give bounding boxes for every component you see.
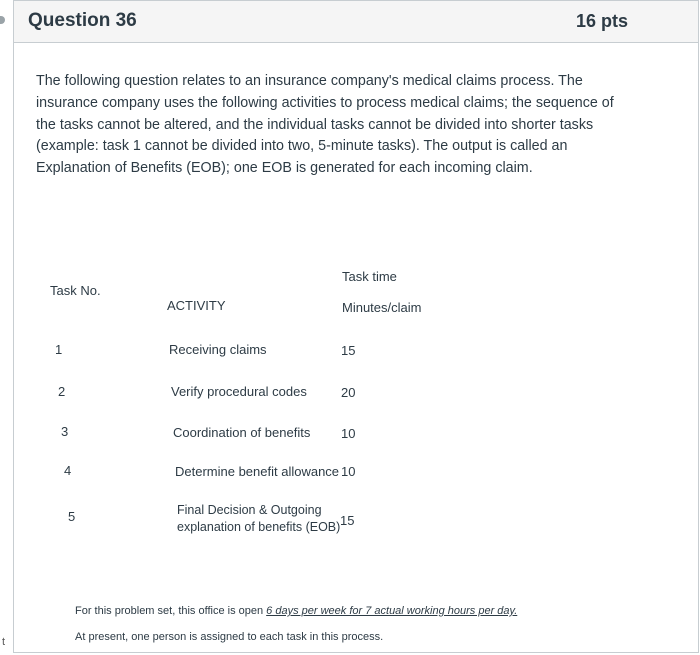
row-4-activity: Determine benefit allowance [175,464,340,479]
row-3-task-no: 3 [61,424,69,439]
footer-line-staffing: At present, one person is assigned to each task in this process. [75,631,384,643]
header-activity: ACTIVITY [167,298,226,313]
row-4-task-no: 4 [64,463,72,478]
row-3-time: 10 [341,426,356,441]
row-5-task-no: 5 [68,509,76,524]
edge-glyph: t [2,636,6,648]
row-3-activity: Coordination of benefits [173,425,311,440]
header-task-no: Task No. [50,283,101,298]
row-2-task-no: 2 [58,384,66,399]
question-points: 16 pts [575,11,628,31]
edge-bullet-marker [0,16,5,24]
row-2-activity: Verify procedural codes [171,384,307,399]
question-header [14,1,698,43]
header-task-time: Task time [342,269,397,284]
row-1-time: 15 [341,343,356,358]
footer-hours-underlined: 6 days per week for 7 actual working hours per day. [266,605,518,617]
row-2-time: 20 [341,385,356,400]
row-5-time: 15 [340,513,355,528]
footer-line-hours [75,605,517,617]
row-4-time: 10 [341,464,356,479]
row-1-task-no: 1 [55,342,63,357]
header-unit: Minutes/claim [342,300,422,315]
question-card [13,0,699,653]
row-1-activity: Receiving claims [169,342,267,357]
row-5-activity: Final Decision & Outgoing explanation of benefits (EOB) [177,503,341,534]
footer-hours-prefix: For this problem set, this office is open [75,605,267,617]
question-title: Question 36 [28,10,137,31]
question-prompt: The following question relates to an insurance company's medical claims process. The insurance company uses the following activities to process medical claims; the sequence of the tasks cannot be altered, and the individual tasks cannot be divided into shorter tasks (example: task 1 cannot be divided into two, 5-minute tasks). The output is called an Explanation of Benefits (EOB); one EOB is generated for each incoming claim. [36,73,614,177]
